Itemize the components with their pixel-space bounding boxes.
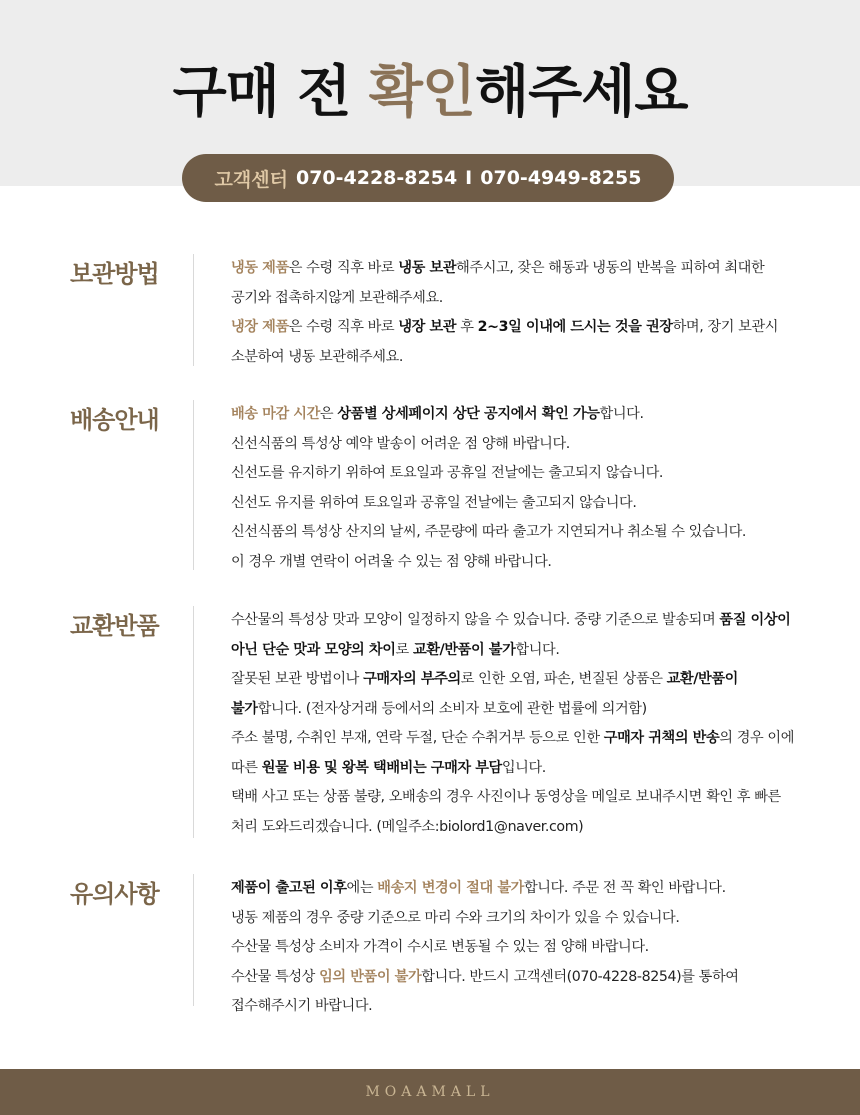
delivery-paragraph-cutoff [231, 400, 801, 430]
delivery-paragraph: 이 경우 개별 연락이 어려울 수 있는 점 양해 바랍니다. [231, 553, 552, 570]
delivery-paragraph: 신선도를 유지하기 위하여 토요일과 공휴일 전날에는 출고되지 않습니다. [231, 465, 664, 481]
customer-center-separator: I [465, 167, 473, 189]
body-text: 합니다. 반드시 고객센터(070-4228-8254)를 통하여 접수해주시기 바랍니다. [231, 968, 739, 1014]
body-text: 은 수령 직후 바로 [288, 319, 399, 335]
delivery-paragraph: 신선도 유지를 위하여 토요일과 공휴일 전날에는 출고되지 않습니다. [231, 494, 637, 511]
bold-text: 상품별 상세페이지 상단 공지에서 확인 가능 [337, 406, 600, 422]
section-title-notice: 유의사항 [70, 880, 159, 908]
section-divider [193, 400, 194, 570]
body-text: 은 [319, 406, 338, 422]
body-text: 수산물의 특성상 맛과 모양이 일정하지 않을 수 있습니다. 중량 기준으로 발송되며 [231, 612, 720, 628]
body-text: 합니다. (전자상거래 등에서의 소비자 보호에 관한 법률에 의거함) [257, 700, 647, 717]
notice-paragraph: 수산물 특성상 소비자 가격이 수시로 변동될 수 있는 점 양해 바랍니다. [231, 939, 649, 955]
notice-paragraph-address [231, 874, 801, 904]
body-text: 은 수령 직후 바로 [288, 260, 399, 276]
delivery-paragraph: 신선식품의 특성상 예약 발송이 어려운 점 양해 바랍니다. [231, 435, 570, 452]
customer-center-label: 고객센터 [214, 168, 288, 191]
bold-text: 냉동 보관 [398, 260, 457, 276]
bold-text: 구매자 귀책의 반송 [603, 730, 720, 746]
title-text-part1: 구매 전 [172, 60, 369, 125]
section-divider [193, 874, 194, 1006]
bold-text: 냉장 보관 [398, 319, 457, 335]
bold-text: 원물 비용 및 왕복 택배비는 구매자 부담 [261, 759, 502, 776]
page-title [0, 58, 860, 128]
body-text: 하며, 장기 보관시 소분하여 냉동 보관해주세요. [231, 319, 779, 365]
body-text: 의 경우 이에 따른 [231, 730, 795, 776]
body-text: 입니다. [501, 759, 546, 776]
highlight-text: 배송 마감 시간 [231, 406, 320, 422]
section-title-storage: 보관방법 [70, 260, 159, 288]
notice-paragraph-return [231, 963, 801, 1022]
title-text-accent: 확인 [368, 60, 476, 125]
exchange-paragraph-negligence [231, 665, 801, 724]
body-text: 합니다. [599, 406, 644, 422]
body-text: 후 [456, 319, 478, 335]
highlight-text: 냉동 제품 [231, 260, 289, 276]
section-body-exchange [231, 606, 801, 842]
section-title-exchange: 교환반품 [70, 612, 159, 640]
customer-center-banner [182, 154, 674, 202]
bold-text: 교환/반품이 불가 [231, 671, 738, 717]
section-divider [193, 606, 194, 838]
customer-center-phone-2: 070-4949-8255 [480, 167, 642, 189]
section-body-storage [231, 254, 801, 372]
storage-paragraph-chilled [231, 313, 801, 372]
body-text: 합니다. [515, 641, 560, 658]
title-text-part2: 해주세요 [475, 60, 688, 125]
highlight-text: 배송지 변경이 절대 불가 [377, 880, 524, 896]
storage-paragraph-frozen [231, 254, 801, 313]
body-text: 수산물 특성상 [231, 968, 320, 985]
body-text: 잘못된 보관 방법이나 [231, 671, 364, 687]
bold-text: 제품이 출고된 이후 [231, 880, 347, 896]
bold-text: 구매자의 부주의 [363, 671, 461, 687]
exchange-paragraph-quality [231, 606, 801, 665]
exchange-paragraph-return [231, 724, 801, 783]
footer-band [0, 1069, 860, 1115]
body-text: 로 인한 오염, 파손, 변질된 상품은 [460, 671, 667, 687]
section-body-notice [231, 874, 801, 1022]
body-text: 해주시고, 잦은 해동과 냉동의 반복을 피하여 최대한 공기와 접촉하지않게 보관해주세요. [231, 260, 765, 306]
notice-paragraph: 냉동 제품의 경우 중량 기준으로 마리 수와 크기의 차이가 있을 수 있습니다. [231, 909, 680, 926]
section-body-delivery [231, 400, 801, 577]
highlight-text: 임의 반품이 불가 [319, 968, 422, 985]
body-text: 합니다. 주문 전 꼭 확인 바랍니다. [523, 880, 726, 896]
section-title-delivery: 배송안내 [70, 406, 159, 434]
delivery-paragraph: 신선식품의 특성상 산지의 날씨, 주문량에 따라 출고가 지연되거나 취소될 수 있습니다. [231, 524, 746, 540]
bold-text: 교환/반품이 불가 [412, 641, 516, 658]
section-divider [193, 254, 194, 366]
body-text: 로 [395, 641, 413, 658]
body-text: 에는 [346, 880, 378, 896]
highlight-text: 냉장 제품 [231, 319, 289, 335]
bold-text: 품질 이상이 아닌 단순 맛과 모양의 차이 [231, 612, 791, 658]
customer-center-phone-1: 070-4228-8254 [295, 167, 458, 189]
footer-brand-logo: MOAAMALL [365, 1084, 495, 1100]
exchange-paragraph-accident: 택배 사고 또는 상품 불량, 오배송의 경우 사진이나 동영상을 메일로 보내주시면 확인 후 빠른 처리 도와드리겠습니다. (메일주소:biolord1@naver.com) [231, 789, 781, 835]
bold-text: 2~3일 이내에 드시는 것을 권장 [477, 319, 673, 335]
body-text: 주소 불명, 수취인 부재, 연락 두절, 단순 수취거부 등으로 인한 [231, 730, 604, 746]
